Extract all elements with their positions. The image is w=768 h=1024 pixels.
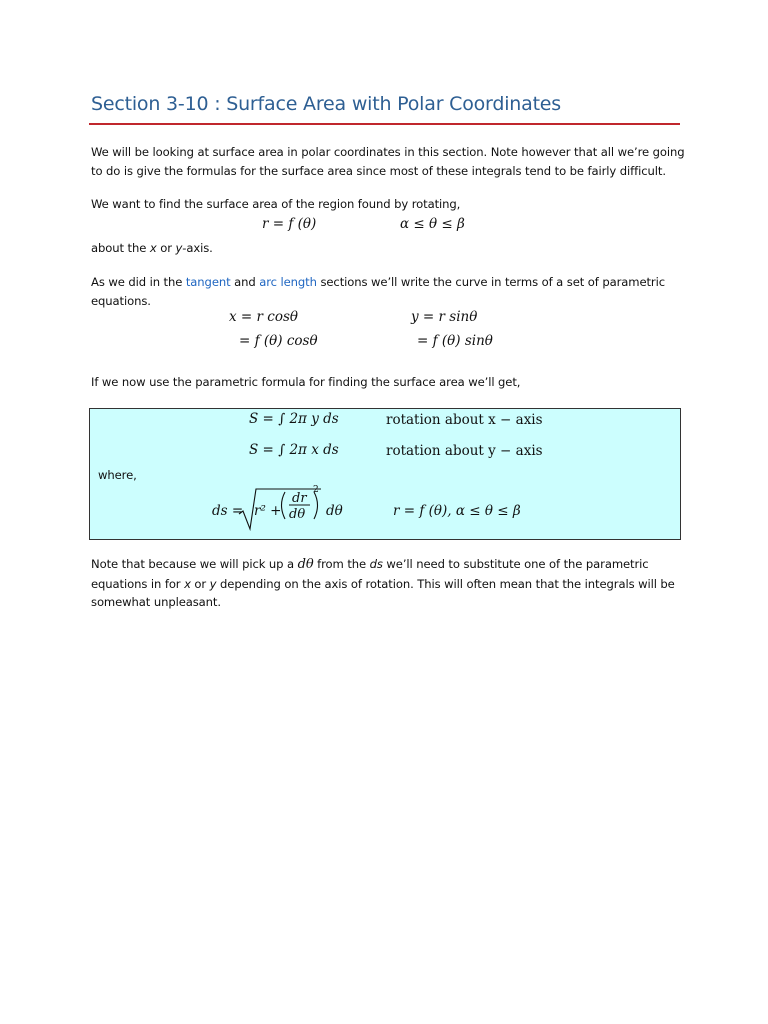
note-line-3: somewhat unpleasant. <box>91 595 221 609</box>
about-axis-text <box>91 239 691 258</box>
note-line-2-x: x <box>184 576 191 591</box>
note-suffix: we’ll need to substitute one of the parametric <box>382 557 649 571</box>
note-line-2-y: y <box>209 576 217 591</box>
ds-dr-text: dr <box>292 491 307 506</box>
equation-range-text: α ≤ θ ≤ β <box>400 216 465 232</box>
surface-area-x-axis-formula <box>249 411 339 427</box>
note-line-2-suffix: depending on the axis of rotation. This will often mean that the integrals will be <box>216 576 675 591</box>
formula-intro: If we now use the parametric formula for finding the surface area we’ll get, <box>91 375 521 389</box>
tangent-link[interactable]: tangent <box>185 275 231 289</box>
note-line-2-prefix: equations in for <box>91 576 185 591</box>
about-axis-x: x <box>149 241 157 255</box>
parametric-line-1 <box>91 273 691 292</box>
equation-x2 <box>239 333 318 349</box>
rotation-x-axis-label: rotation about x − axis <box>386 412 543 428</box>
surface-area-x-axis-text: S = ∫ 2π y ds <box>249 411 339 427</box>
ds-condition-text: r = f (θ), α ≤ θ ≤ β <box>393 503 521 519</box>
title-underline <box>89 123 680 125</box>
note-dtheta: dθ <box>297 557 314 572</box>
intro-paragraph <box>91 143 691 180</box>
page-title: Section 3-10 : Surface Area with Polar Coordinates <box>91 93 562 115</box>
surface-area-y-axis-formula <box>249 442 339 458</box>
note-line-1 <box>91 555 691 575</box>
note-line-2 <box>91 575 691 594</box>
about-axis-or: or <box>156 241 176 255</box>
equation-y2-text: = f (θ) sinθ <box>417 333 493 349</box>
parametric-line-2: equations. <box>91 293 151 308</box>
equation-r <box>262 216 316 232</box>
where-label: where, <box>98 468 137 482</box>
equation-y1 <box>411 309 477 325</box>
note-paragraph <box>91 555 691 612</box>
intro-line-2: to do is give the formulas for the surface area since most of these integrals tend to be fairly difficult. <box>91 163 666 178</box>
equation-x2-text: = f (θ) cosθ <box>239 333 318 349</box>
note-ds: ds <box>369 557 383 571</box>
surface-area-y-axis-text: S = ∫ 2π x ds <box>249 442 339 458</box>
ds-exponent: 2 <box>313 485 319 495</box>
ds-condition <box>393 503 521 519</box>
note-line-2-or: or <box>190 576 210 591</box>
parametric-prefix: As we did in the <box>91 275 186 289</box>
equation-x1 <box>229 309 298 325</box>
ds-r-squared-text: r² + <box>254 503 282 519</box>
ds-dtheta-denominator-text: dθ <box>289 507 306 522</box>
ds-dtheta-denominator <box>289 507 305 522</box>
ds-tail-text: dθ <box>326 503 343 519</box>
ds-lhs-text: ds = <box>212 503 244 519</box>
equation-x1-text: x = r cosθ <box>229 309 298 325</box>
equation-r-text: r = f (θ) <box>262 216 317 232</box>
ds-r-squared <box>254 503 281 519</box>
equation-y1-text: y = r sinθ <box>411 309 478 325</box>
equation-range <box>400 216 465 232</box>
ds-tail <box>326 503 343 519</box>
arc-length-link[interactable]: arc length <box>259 275 317 289</box>
intro-line-1: We will be looking at surface area in polar coordinates in this section. Note however that all we’re going <box>91 145 685 159</box>
note-prefix: Note that because we will pick up a <box>91 557 298 571</box>
ds-dr <box>292 491 307 506</box>
equation-y2 <box>417 333 493 349</box>
about-axis-prefix: about the <box>91 241 150 255</box>
parametric-and: and <box>230 275 260 289</box>
about-axis-y: y <box>175 241 183 255</box>
note-mid: from the <box>313 557 370 571</box>
rotation-y-axis-label: rotation about y − axis <box>386 443 543 459</box>
parametric-suffix: sections we’ll write the curve in terms of a set of parametric <box>316 275 665 289</box>
rotate-paragraph: We want to find the surface area of the region found by rotating, <box>91 197 461 211</box>
parametric-paragraph <box>91 273 691 310</box>
about-axis-suffix: -axis. <box>182 241 213 255</box>
